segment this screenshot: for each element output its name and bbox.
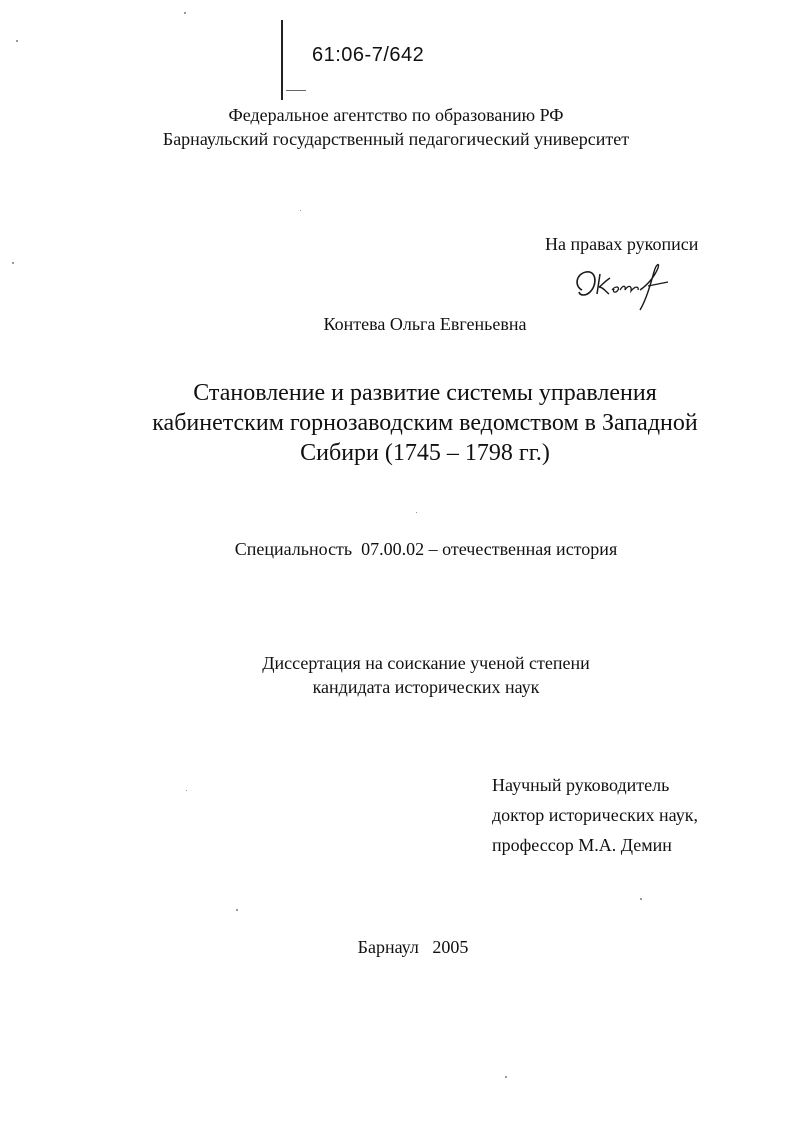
organization-agency: Федеральное агентство по образованию РФ bbox=[228, 105, 564, 125]
city-year: Барнаул 2005 bbox=[357, 937, 469, 957]
degree-line-2: кандидата исторических наук bbox=[312, 677, 540, 697]
scan-speck bbox=[236, 909, 238, 911]
title-line-3: Сибири (1745 – 1798 гг.) bbox=[300, 440, 550, 466]
advisor-block bbox=[492, 770, 698, 860]
handwritten-signature bbox=[570, 256, 680, 316]
degree-line-1: Диссертация на соискание ученой степени bbox=[262, 653, 590, 673]
organization-university: Барнаульский государственный педагогический университет bbox=[162, 129, 630, 149]
scan-speck bbox=[186, 790, 187, 791]
advisor-name: профессор М.А. Демин bbox=[492, 835, 672, 855]
author-name: Контева Ольга Евгеньевна bbox=[323, 314, 527, 334]
title-line-1: Становление и развитие системы управления bbox=[193, 380, 657, 406]
scan-speck bbox=[12, 262, 14, 264]
scan-speck bbox=[640, 898, 642, 900]
title-line-2: кабинетским горнозаводским ведомством в Западной bbox=[152, 410, 698, 436]
degree-block bbox=[0, 651, 792, 699]
specialty: Специальность 07.00.02 – отечественная история bbox=[234, 539, 618, 559]
scan-speck bbox=[505, 1076, 507, 1078]
stamp-tick-mark bbox=[286, 90, 306, 91]
archive-code: 61:06-7/642 bbox=[312, 44, 425, 66]
scan-speck bbox=[184, 12, 186, 14]
advisor-degree: доктор исторических наук, bbox=[492, 805, 698, 825]
manuscript-rights: На правах рукописи bbox=[545, 234, 699, 254]
advisor-role: Научный руководитель bbox=[492, 775, 670, 795]
organization-block bbox=[0, 103, 792, 151]
scan-speck bbox=[16, 40, 18, 42]
dissertation-title bbox=[0, 378, 792, 468]
scan-speck bbox=[416, 512, 417, 513]
stamp-vertical-line bbox=[281, 20, 283, 100]
scan-speck bbox=[300, 210, 301, 211]
